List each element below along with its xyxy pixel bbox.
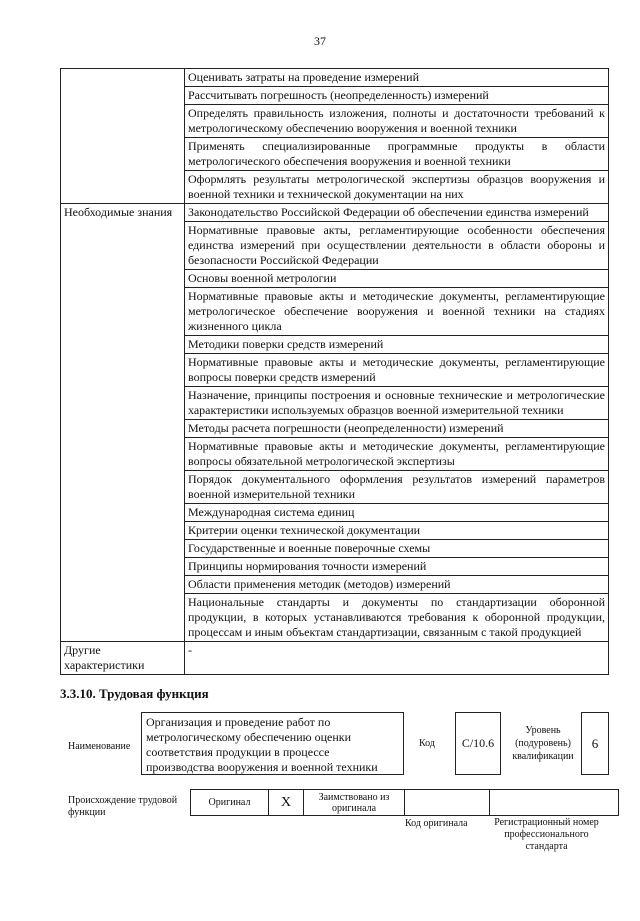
original-mark: X <box>269 790 304 816</box>
row-content: Методики поверки средств измерений <box>185 336 609 354</box>
row-content: Назначение, принципы построения и основные технические и метрологические характеристики используемых образцов военной измерительной техники <box>185 387 609 420</box>
row-content: - <box>185 642 609 675</box>
skills-knowledge-table <box>60 68 609 675</box>
row-content: Национальные стандарты и документы по стандартизации оборонной продукции, в которых устанавливаются требования к оборонной продукции, процессам и иным объектам стандартизации, связанным с такой продукцией <box>185 594 609 642</box>
table-row <box>61 642 609 675</box>
row-content: Рассчитывать погрешность (неопределенность) измерений <box>185 87 609 105</box>
row-content: Оформлять результаты метрологической экспертизы образцов вооружения и военной техники и технической документации на них <box>185 171 609 204</box>
row-label <box>61 69 185 204</box>
row-content: Области применения методик (методов) измерений <box>185 576 609 594</box>
row-content: Применять специализированные программные продукты в области метрологического обеспечения вооружения и военной техники <box>185 138 609 171</box>
code-original-label: Код оригинала <box>405 818 468 829</box>
row-content: Основы военной метрологии <box>185 270 609 288</box>
row-label: Необходимые знания <box>61 204 185 642</box>
reg-number-cell <box>490 790 619 816</box>
function-name-label: Наименование <box>68 741 131 752</box>
row-content: Порядок документального оформления результатов измерений параметров военной измерительной техники <box>185 471 609 504</box>
row-content: Законодательство Российской Федерации об обеспечении единства измерений <box>185 204 609 222</box>
code-original-cell <box>405 790 490 816</box>
qualification-level-label: Уровень (подуровень) квалификации <box>512 725 574 762</box>
original-label: Оригинал <box>191 790 269 816</box>
section-heading: 3.3.10. Трудовая функция <box>60 686 209 701</box>
row-content: Нормативные правовые акты, регламентирующие особенности обеспечения единства измерений при осуществлении деятельности в области обороны и безопасности Российской Федерации <box>185 222 609 270</box>
row-content: Методы расчета погрешности (неопределенности) измерений <box>185 420 609 438</box>
origin-table <box>190 789 619 816</box>
row-content: Принципы нормирования точности измерений <box>185 558 609 576</box>
table-row <box>61 69 609 87</box>
table-row <box>61 204 609 222</box>
row-label: Другие характеристики <box>61 642 185 675</box>
row-content: Международная система единиц <box>185 504 609 522</box>
row-content: Определять правильность изложения, полноты и достаточности требований к метрологическому обеспечению вооружения и военной техники <box>185 105 609 138</box>
row-content: Нормативные правовые акты и методические документы, регламентирующие вопросы обязательной метрологической экспертизы <box>185 438 609 471</box>
qualification-level-value: 6 <box>581 712 609 775</box>
page-number: 37 <box>314 34 326 48</box>
origin-label: Происхождение трудовой функции <box>68 795 178 818</box>
row-content: Государственные и военные поверочные схемы <box>185 540 609 558</box>
code-value: C/10.6 <box>455 712 501 775</box>
borrowed-label: Заимствовано из оригинала <box>304 790 405 816</box>
row-content: Критерии оценки технической документации <box>185 522 609 540</box>
row-content: Нормативные правовые акты и методические документы, регламентирующие вопросы поверки средств измерений <box>185 354 609 387</box>
function-name-value: Организация и проведение работ по метрологическому обеспечению оценки соответствия продукции в процессе производства вооружения и военной техники <box>141 712 404 775</box>
code-label: Код <box>419 738 435 749</box>
reg-number-label: Регистрационный номер профессионального стандарта <box>494 817 599 852</box>
row-content: Оценивать затраты на проведение измерений <box>185 69 609 87</box>
row-content: Нормативные правовые акты и методические документы, регламентирующие метрологическое обеспечение вооружения и военной техники на стадиях жизненного цикла <box>185 288 609 336</box>
